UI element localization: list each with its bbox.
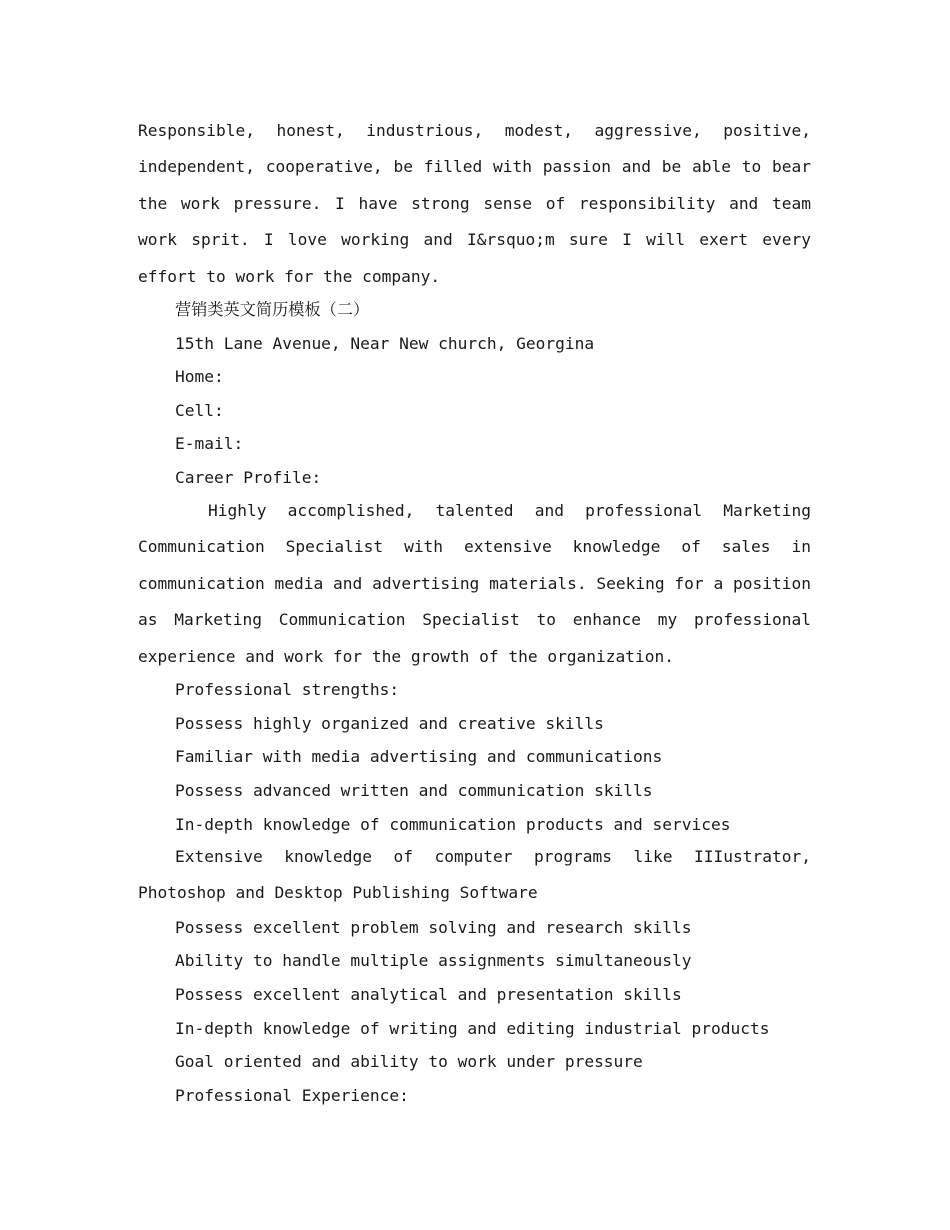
experience-heading: Professional Experience:: [175, 1086, 409, 1105]
strength-item: Possess advanced written and communication skills: [175, 781, 653, 800]
strength-item: Possess excellent problem solving and research skills: [175, 918, 692, 937]
career-profile-paragraph: [138, 493, 811, 675]
strength-item-text: Extensive knowledge of computer programs like IIIustrator, Photoshop and Desktop Publishing Software: [138, 847, 811, 903]
strength-item: In-depth knowledge of communication products and services: [175, 815, 731, 834]
email-label: E-mail:: [175, 434, 244, 453]
strength-item: Familiar with media advertising and communications: [175, 747, 663, 766]
strength-item: Possess excellent analytical and presentation skills: [175, 985, 682, 1004]
strength-item-wrapped: [138, 839, 811, 912]
address-line: 15th Lane Avenue, Near New church, Georgina: [175, 334, 595, 353]
strength-item: Possess highly organized and creative skills: [175, 714, 604, 733]
career-profile-heading: Career Profile:: [175, 468, 322, 487]
section-heading: 营销类英文简历模板（二）: [175, 300, 370, 319]
strengths-heading: Professional strengths:: [175, 680, 400, 699]
cell-label: Cell:: [175, 401, 224, 420]
career-profile-text: Highly accomplished, talented and professional Marketing Communication Specialist with extensive knowledge of sales in communication media and advertising materials. Seeking for a position as Marketing Communication Specialist to enhance my professional experience and work for the growth of the organization.: [138, 501, 811, 666]
strength-item: In-depth knowledge of writing and editing industrial products: [175, 1019, 770, 1038]
intro-paragraph: Responsible, honest, industrious, modest, aggressive, positive, independent, cooperative, be filled with passion and be able to bear the work pressure. I have strong sense of responsibility and team work sprit. I love working and I&rsquo;m sure I will exert every effort to work for the company.: [138, 121, 811, 286]
home-label: Home:: [175, 367, 224, 386]
strength-item: Ability to handle multiple assignments simultaneously: [175, 951, 692, 970]
strength-item: Goal oriented and ability to work under pressure: [175, 1052, 643, 1071]
